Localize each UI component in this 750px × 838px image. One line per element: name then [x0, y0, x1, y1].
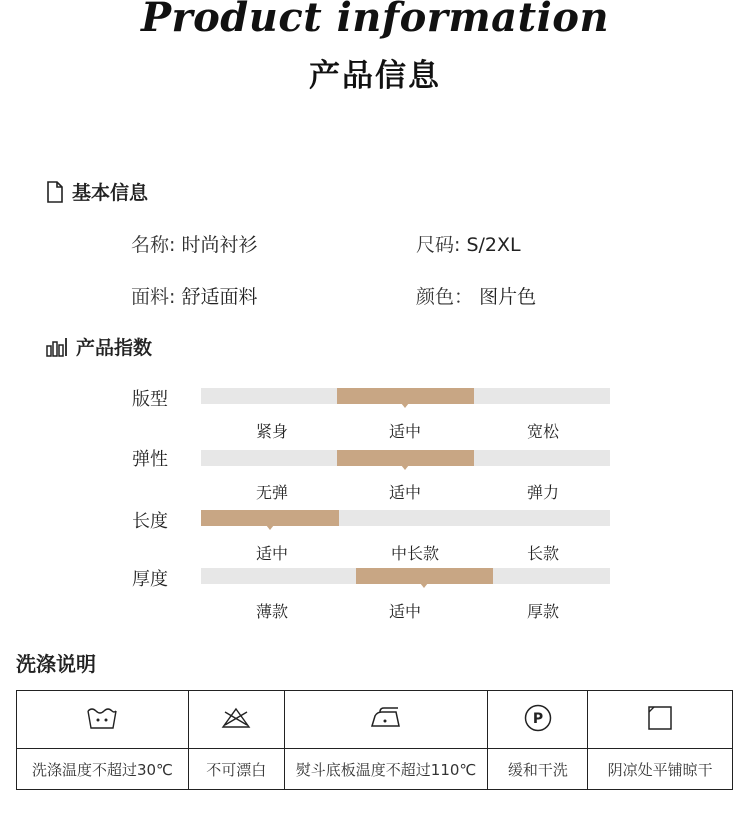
index-track-elasticity [201, 450, 610, 466]
scale-thickness-low: 薄款 [255, 602, 288, 621]
info-fabric [131, 282, 257, 309]
wash-30-icon [85, 705, 119, 731]
care-icon-cell-dryclean [488, 691, 588, 749]
scale-elasticity-mid: 适中 [388, 483, 421, 502]
info-fabric-value: 舒适面料 [181, 286, 258, 308]
scale-fit-high: 宽松 [526, 422, 559, 441]
scale-length-mid: 中长款 [390, 544, 439, 563]
document-icon [46, 181, 64, 203]
product-index-title: 产品指数 [76, 337, 153, 359]
scale-fit-mid: 适中 [388, 422, 421, 441]
index-pointer-fit [401, 403, 409, 408]
bar-chart-icon [46, 337, 68, 357]
index-fill-elasticity [337, 450, 474, 466]
care-text-dry: 阴凉处平铺晾干 [588, 749, 733, 790]
care-text-iron: 熨斗底板温度不超过110℃ [284, 749, 488, 790]
title-english: Product information [140, 0, 610, 41]
index-track-fit [201, 388, 610, 404]
dry-clean-p-icon [523, 703, 553, 733]
scale-elasticity-low: 无弹 [255, 483, 288, 502]
info-size-label: 尺码: [416, 234, 461, 256]
info-name-value: 时尚衬衫 [181, 234, 258, 256]
care-icon-cell-dry [588, 691, 733, 749]
care-text-wash: 洗涤温度不超过30℃ [17, 749, 189, 790]
scale-length-high: 长款 [526, 544, 559, 563]
info-name [131, 230, 257, 257]
scale-thickness-mid: 适中 [388, 602, 421, 621]
care-icon-cell-bleach [188, 691, 284, 749]
no-bleach-icon [220, 706, 252, 730]
index-pointer-length [266, 525, 274, 530]
dry-flat-shade-icon [646, 704, 674, 732]
care-icon-cell-iron [284, 691, 488, 749]
info-color-value: 图片色 [479, 286, 537, 308]
title-chinese: 产品信息 [309, 58, 441, 94]
svg-text:P: P [532, 710, 543, 727]
index-track-length [201, 510, 610, 526]
index-track-thickness [201, 568, 610, 584]
index-label-thickness: 厚度 [132, 569, 168, 590]
info-size [416, 230, 521, 257]
basic-info-title: 基本信息 [72, 182, 149, 204]
care-icon-cell-wash [17, 691, 189, 749]
index-fill-length [201, 510, 339, 526]
care-heading: 洗涤说明 [16, 652, 96, 676]
info-size-value: S/2XL [466, 234, 521, 256]
scale-fit-low: 紧身 [255, 422, 288, 441]
scale-elasticity-high: 弹力 [526, 483, 559, 502]
iron-icon [369, 706, 403, 730]
info-name-label: 名称: [131, 234, 176, 256]
index-label-fit: 版型 [132, 389, 168, 410]
index-label-elasticity: 弹性 [132, 449, 168, 470]
care-text-bleach: 不可漂白 [188, 749, 284, 790]
scale-thickness-high: 厚款 [526, 602, 559, 621]
index-fill-thickness [356, 568, 493, 584]
product-index-heading [46, 333, 152, 360]
index-fill-fit [337, 388, 474, 404]
index-label-length: 长度 [132, 511, 168, 532]
info-color-label: 颜色： [416, 286, 474, 308]
care-table [16, 690, 733, 790]
scale-length-low: 适中 [255, 544, 288, 563]
basic-info-heading [46, 178, 148, 205]
info-color [416, 282, 536, 309]
info-fabric-label: 面料: [131, 286, 176, 308]
index-pointer-thickness [420, 583, 428, 588]
care-text-dryclean: 缓和干洗 [488, 749, 588, 790]
index-pointer-elasticity [401, 465, 409, 470]
